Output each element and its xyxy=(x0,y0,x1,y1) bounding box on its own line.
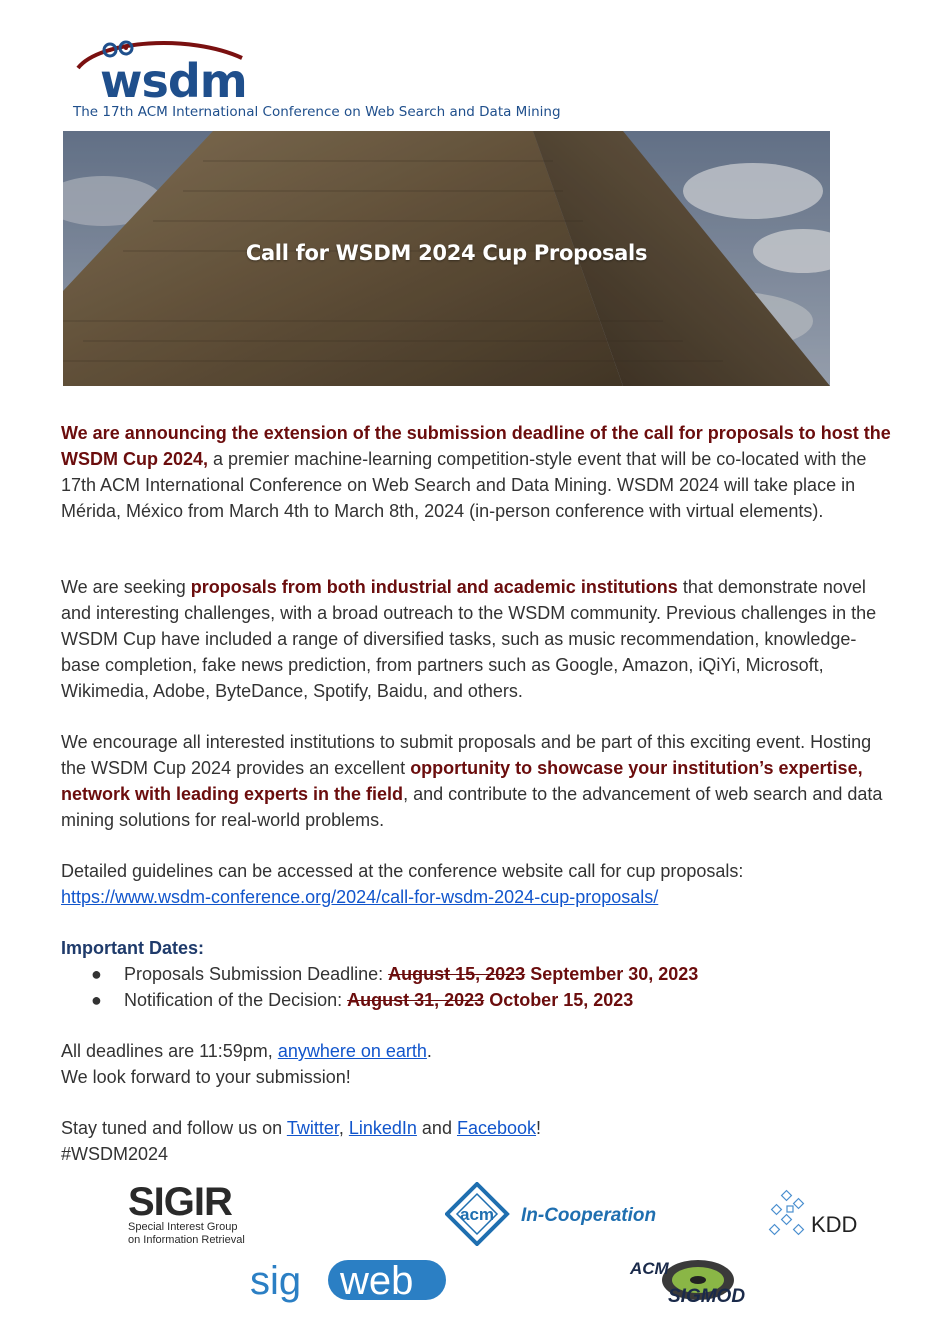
sigir-subtitle xyxy=(128,1221,245,1247)
bullet-icon: ● xyxy=(91,990,102,1010)
seeking-paragraph xyxy=(61,574,891,704)
old-date: August 15, 2023 xyxy=(388,964,526,984)
sigmod-acm-text: ACM xyxy=(630,1259,669,1278)
date-label: Notification of the Decision: xyxy=(124,990,348,1010)
anywhere-on-earth-link[interactable]: anywhere on earth xyxy=(277,1041,427,1061)
social-end: ! xyxy=(536,1118,542,1138)
list-item xyxy=(61,961,891,987)
sigweb-web-text: web xyxy=(340,1259,414,1303)
social-paragraph xyxy=(61,1115,891,1167)
social-comma: , xyxy=(338,1118,349,1138)
sigmod-logo xyxy=(628,1252,768,1308)
banner-image xyxy=(63,131,830,386)
seeking-text-end: that demonstrate novel and interesting challenges, with a broad outreach to the WSDM community. Previous challenges in the WSDM Cup have included a range of diversified tasks, such as music recommendation, knowledge-base completion, fake news prediction, from partners such as Google, Amazon, iQiYi, Microsoft, Wikimedia, Adobe, ByteDance, Spotify, Baidu, and others. xyxy=(61,577,877,701)
date-label: Proposals Submission Deadline: xyxy=(124,964,389,984)
banner-title: Call for WSDM 2024 Cup Proposals xyxy=(245,241,648,265)
social-text: Stay tuned and follow us on xyxy=(61,1118,287,1138)
sigir-subtitle-line2: on Information Retrieval xyxy=(128,1234,245,1246)
guidelines-link[interactable]: https://www.wsdm-conference.org/2024/call-for-wsdm-2024-cup-proposals/ xyxy=(61,887,659,907)
kdd-logo xyxy=(765,1186,865,1246)
sigir-wordmark: SIGIR xyxy=(128,1180,232,1224)
twitter-link[interactable]: Twitter xyxy=(286,1118,339,1138)
facebook-link[interactable]: Facebook xyxy=(456,1118,537,1138)
sigweb-logo xyxy=(248,1256,448,1304)
kdd-text: KDD xyxy=(811,1212,858,1237)
sigmod-disc-icon xyxy=(628,1252,768,1308)
important-dates-section xyxy=(61,935,891,1013)
logo-wordmark: wsdm xyxy=(100,54,247,108)
sigmod-text: SIGMOD xyxy=(668,1286,746,1307)
sigweb-wordmark-icon xyxy=(248,1256,448,1304)
announcement-paragraph xyxy=(61,420,891,524)
new-date: September 30, 2023 xyxy=(525,964,699,984)
social-and: and xyxy=(416,1118,457,1138)
hashtag: #WSDM2024 xyxy=(61,1144,169,1164)
acm-in-cooperation-logo xyxy=(445,1182,665,1246)
sigir-logo xyxy=(128,1180,245,1247)
seeking-highlight: proposals from both industrial and academic institutions xyxy=(190,577,678,597)
deadline-note-paragraph xyxy=(61,1038,891,1090)
new-date: October 15, 2023 xyxy=(484,990,634,1010)
encourage-text-start: We encourage all interested institutions to submit proposals and be part of this exciting event. Hosting the WSDM Cup 2024 provides an excellent xyxy=(61,732,872,778)
linkedin-link[interactable]: LinkedIn xyxy=(348,1118,417,1138)
acm-incoop-text: In-Cooperation xyxy=(521,1205,657,1226)
guidelines-text: Detailed guidelines can be accessed at the conference website call for cup proposals: xyxy=(61,861,744,881)
acm-text: acm xyxy=(459,1205,495,1224)
look-forward-text: We look forward to your submission! xyxy=(61,1067,351,1087)
wsdm-logo xyxy=(70,36,561,126)
deadline-note-end: . xyxy=(426,1041,432,1061)
acm-diamond-icon xyxy=(445,1182,665,1246)
kdd-snowflake-icon xyxy=(765,1186,865,1246)
encourage-highlight: opportunity to showcase your institution’s expertise, network with leading experts in the field xyxy=(61,758,863,804)
seeking-text-start: We are seeking xyxy=(61,577,191,597)
sigweb-sig-text: sig xyxy=(250,1259,302,1303)
announcement-highlight: We are announcing the extension of the submission deadline of the call for proposals to host the WSDM Cup 2024, xyxy=(61,423,891,469)
conference-tagline: The 17th ACM International Conference on Web Search and Data Mining xyxy=(73,104,561,120)
list-item xyxy=(61,987,891,1013)
important-dates-heading: Important Dates: xyxy=(61,938,205,958)
bullet-icon: ● xyxy=(91,964,102,984)
deadline-note-text: All deadlines are 11:59pm, xyxy=(61,1041,278,1061)
sigir-subtitle-line1: Special Interest Group xyxy=(128,1221,238,1233)
encourage-text-end: , and contribute to the advancement of web search and data mining solutions for real-world problems. xyxy=(61,784,883,830)
encourage-paragraph xyxy=(61,729,891,833)
old-date: August 31, 2023 xyxy=(347,990,485,1010)
announcement-text: a premier machine-learning competition-style event that will be co-located with the 17th ACM International Conference on Web Search and Data Mining. WSDM 2024 will take place in Mérida, México from March 4th to March 8th, 2024 (in-person conference with virtual elements). xyxy=(61,449,867,521)
important-dates-list xyxy=(61,961,891,1013)
guidelines-paragraph xyxy=(61,858,891,910)
